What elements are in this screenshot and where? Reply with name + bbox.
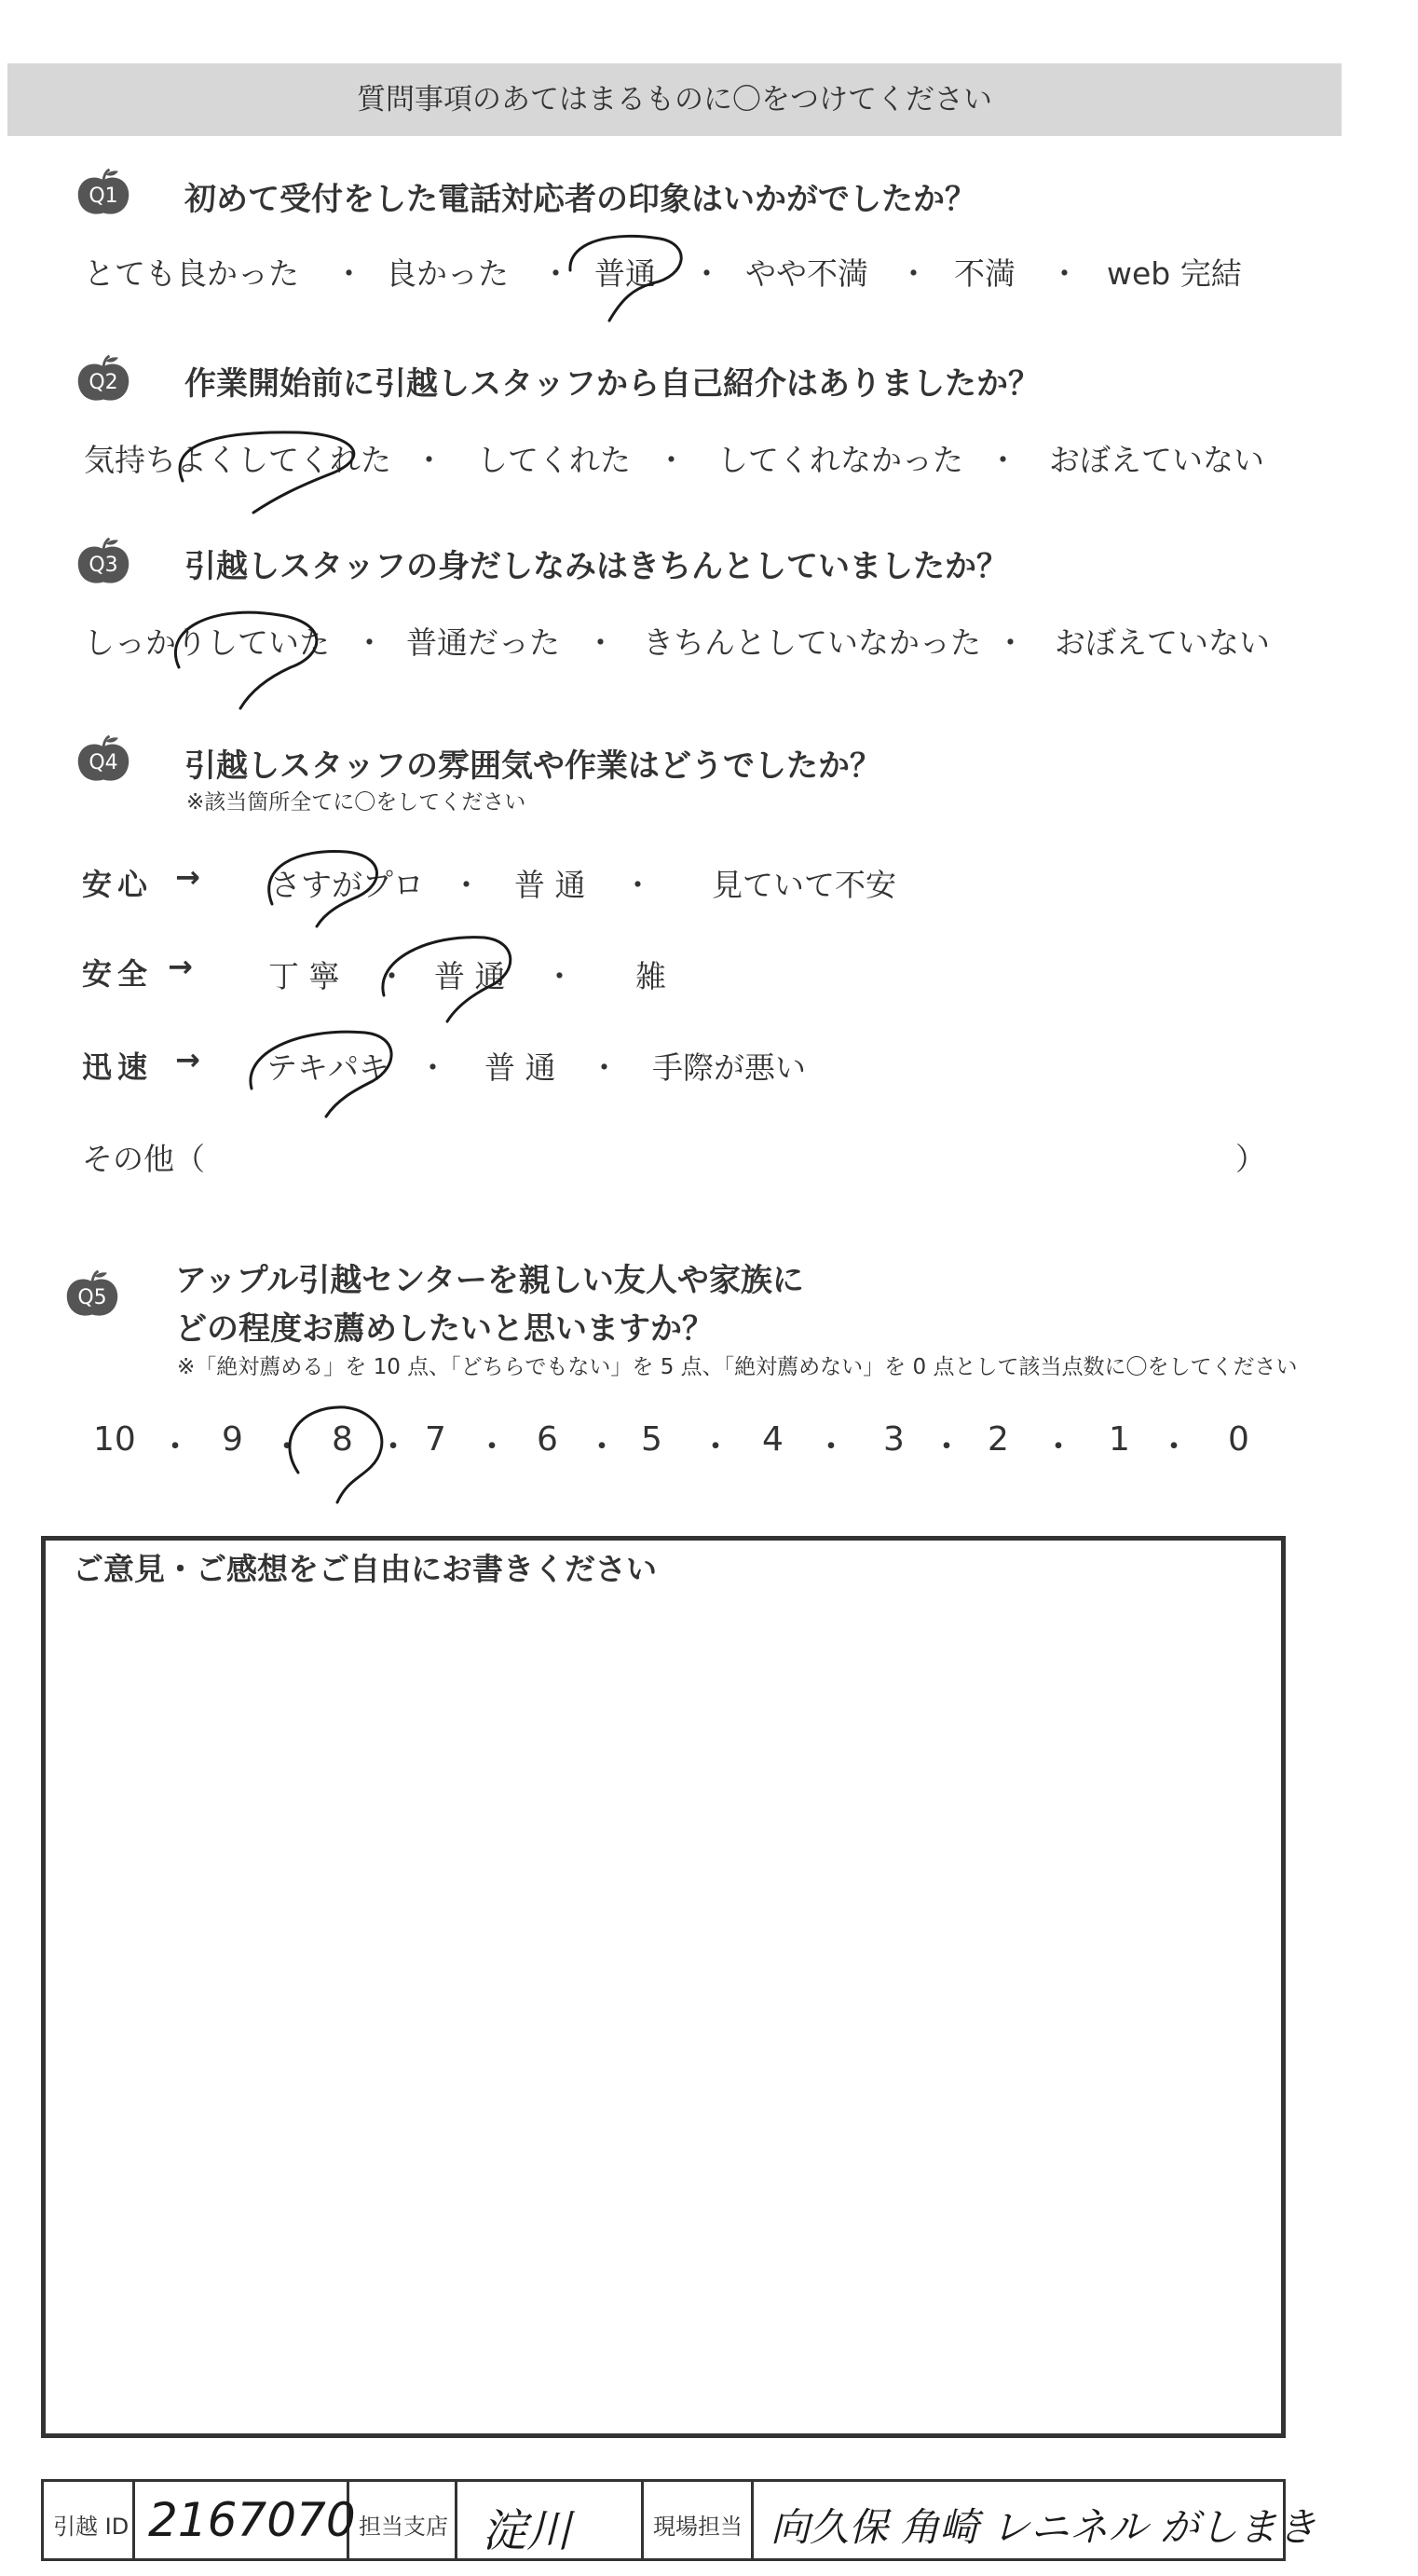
q1-option-1[interactable]: とても良かった [84,255,299,292]
q2-option-3[interactable]: してくれなかった [717,442,963,478]
separator-dot: ・ [691,255,722,292]
q4-row-1-option-2[interactable]: 普 通 [514,867,586,903]
q1-question: 初めて受付をした電話対応者の印象はいかがでしたか？ [184,181,976,218]
q4-row-2-label: 安全 [82,956,154,992]
q3-question: 引越しスタッフの身だしなみはきちんとしていましたか？ [184,548,1008,585]
q4-other-close: ） [1235,1141,1266,1177]
separator-dot: ・ [376,958,407,994]
comment-box[interactable] [41,1536,1286,2438]
q3-badge: Q3 [89,554,118,577]
score-0[interactable]: 0 [1228,1420,1249,1459]
q1-option-2[interactable]: 良かった [386,255,509,292]
score-2[interactable]: 2 [988,1420,1009,1459]
separator-dot: ・ [354,624,385,661]
q4-row-3-label: 迅速 [82,1049,154,1085]
q4-row-1-label: 安心 [82,867,154,902]
staff-label: 現場担当 [653,2514,743,2540]
score-9[interactable]: 9 [222,1420,243,1459]
q4-row-2-option-2[interactable]: 普 通 [434,958,506,994]
q1-option-3[interactable]: 普通 [594,255,656,292]
separator-dot: ・ [814,1428,849,1466]
separator-dot: ・ [1049,255,1080,292]
separator-dot: ・ [1157,1428,1192,1466]
q3-option-3[interactable]: きちんとしていなかった [643,624,981,661]
separator-dot: ・ [1042,1428,1076,1466]
score-6[interactable]: 6 [537,1420,558,1459]
q1-option-4[interactable]: やや不満 [745,255,868,292]
separator-dot: ・ [417,1049,448,1086]
q4-badge: Q4 [89,751,118,774]
q4-row-1-arrow: → [175,859,206,895]
separator-dot: ・ [544,958,575,994]
separator-dot: ・ [158,1428,193,1466]
separator-dot: ・ [451,867,482,903]
staff-value-cell[interactable] [754,2482,1317,2558]
separator-dot: ・ [540,255,571,292]
q4-row-2-option-1[interactable]: 丁 寧 [268,958,340,994]
q4-row-1-option-3[interactable]: 見ていて不安 [712,867,896,903]
q2-option-4[interactable]: おぼえていない [1049,442,1264,478]
score-1[interactable]: 1 [1109,1420,1130,1459]
separator-dot: ・ [589,1049,620,1086]
q4-row-3-option-1[interactable]: テキパキ [266,1049,389,1086]
q4-row-3-arrow: → [175,1042,206,1077]
branch-label: 担当支店 [359,2514,448,2540]
header-bar [7,63,1342,136]
q4-row-2-option-3[interactable]: 雑 [635,958,666,994]
separator-dot: ・ [995,624,1026,661]
q3-option-4[interactable]: おぼえていない [1055,624,1270,661]
id-value-cell[interactable] [135,2482,356,2558]
separator-dot: ・ [585,624,616,661]
separator-dot: ・ [585,1428,620,1466]
q1-option-5[interactable]: 不満 [954,255,1016,292]
separator-dot: ・ [699,1428,733,1466]
q1-badge: Q1 [89,185,118,208]
id-value: 2167070 [148,2493,356,2547]
comment-title: ご意見・ご感想をご自由にお書きください [73,1551,657,1587]
score-4[interactable]: 4 [762,1420,784,1459]
q4-question: 引越しスタッフの雰囲気や作業はどうでしたか？ [184,747,881,785]
id-label: 引越 ID [53,2514,130,2540]
q1-option-6[interactable]: web 完結 [1107,255,1242,292]
separator-dot: ・ [930,1428,964,1466]
id-label-cell [44,2482,135,2558]
staff-label-cell [644,2482,754,2558]
q4-note: ※該当箇所全てに〇をしてください [186,790,526,815]
separator-dot: ・ [270,1428,305,1466]
score-7[interactable]: 7 [425,1420,446,1459]
header-title: 質問事項のあてはまるものに〇をつけてください [357,83,992,116]
q2-badge: Q2 [89,371,118,394]
branch-value-cell[interactable] [457,2482,644,2558]
score-5[interactable]: 5 [641,1420,662,1459]
q5-badge: Q5 [77,1286,107,1309]
q4-row-3-option-2[interactable]: 普 通 [484,1049,556,1086]
score-3[interactable]: 3 [883,1420,905,1459]
separator-dot: ・ [475,1428,510,1466]
branch-label-cell [349,2482,457,2558]
q3-option-2[interactable]: 普通だった [406,624,560,661]
q4-other-label: その他（ [82,1141,205,1177]
score-10[interactable]: 10 [93,1420,136,1459]
branch-value: 淀川 [482,2505,572,2557]
q4-row-3-option-3[interactable]: 手際が悪い [652,1049,806,1086]
q2-question: 作業開始前に引越しスタッフから自己紹介はありましたか？ [184,365,1040,403]
separator-dot: ・ [622,867,653,903]
q5-question-line-1: アップル引越センターを親しい友人や家族に [175,1262,804,1299]
q4-row-1-option-1[interactable]: さすがプロ [270,867,424,903]
separator-dot: ・ [414,442,444,478]
separator-dot: ・ [898,255,929,292]
separator-dot: ・ [376,1428,411,1466]
q4-other-input[interactable] [242,1135,1230,1172]
score-8[interactable]: 8 [332,1420,353,1459]
q2-option-2[interactable]: してくれた [477,442,631,478]
q4-row-2-arrow: → [168,949,198,984]
separator-dot: ・ [656,442,687,478]
q5-scale [93,1420,1267,1467]
separator-dot: ・ [988,442,1018,478]
footer-table [41,2479,1317,2561]
separator-dot: ・ [334,255,364,292]
staff-value: 向久保 角崎 レニネル がしまき [770,2504,1317,2550]
q3-option-1[interactable]: しっかりしていた [84,624,330,661]
q5-question-line-2: どの程度お薦めしたいと思いますか？ [175,1310,714,1348]
q5-note: ※「絶対薦める」を 10 点、「どちらでもない」を 5 点、「絶対薦めない」を 0 点として該当点数に〇をしてください [177,1355,1298,1379]
q2-option-1[interactable]: 気持ちよくしてくれた [84,442,391,478]
